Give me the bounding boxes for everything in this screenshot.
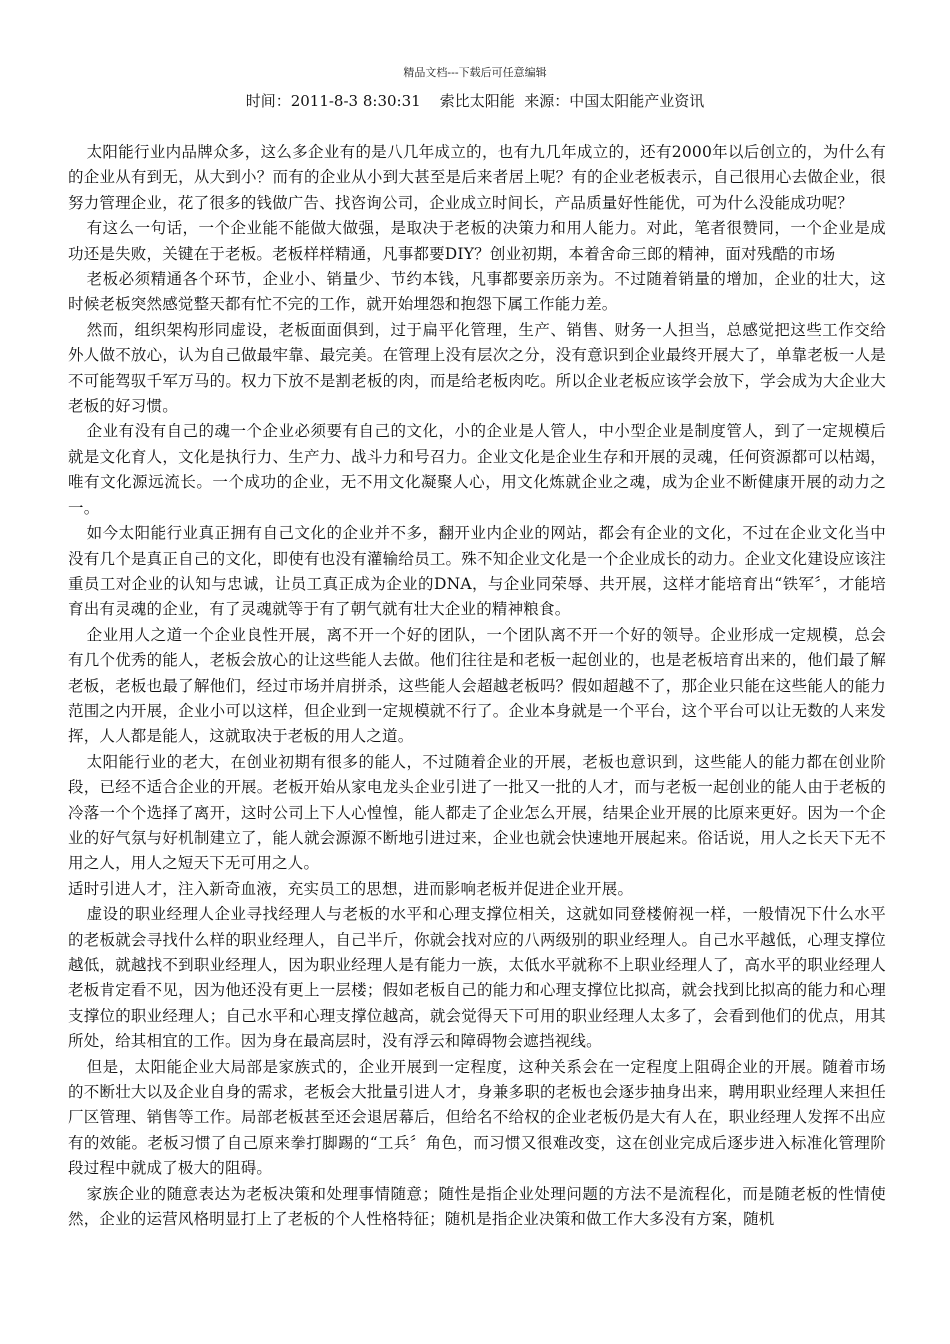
paragraph: 虚设的职业经理人企业寻找经理人与老板的水平和心理支撑位相关，这就如同登楼俯视一样，一般情况下什么水平的老板就会寻找什么样的职业经理人，自己半斤，你就会找对应的八两级别的职业经理人。自己水平越低，心理支撑位越低，就越找不到职业经理人，因为职业经理人是有能力一族，太低水平就称不上职业经理人了，高水平的职业经理人老板肯定看不见，因为他还没有更上一层楼；假如老板自己的能力和心理支撑位比拟高，就会找到比拟高的能力和心理支撑位的职业经理人；自己水平和心理支撑位越高，就会觉得天下可用的职业经理人太多了，会看到他们的优点，用其所处，给其相宜的工作。因为身在最高层时，没有浮云和障碍物会遮挡视线。	[68, 905, 886, 1051]
article-body	[68, 140, 886, 1232]
paragraph: 然而，组织架构形同虚设，老板面面俱到，过于扁平化管理，生产、销售、财务一人担当，总感觉把这些工作交给外人做不放心，认为自己做最牢靠、最完美。在管理上没有层次之分，没有意识到企业最终开展大了，单靠老板一人是不可能驾驭千军万马的。权力下放不是割老板的肉，而是给老板肉吃。所以企业老板应该学会放下，学会成为大企业大老板的好习惯。	[68, 320, 886, 416]
paragraph: 太阳能行业的老大，在创业初期有很多的能人，不过随着企业的开展，老板也意识到，这些能人的能力都在创业阶段，已经不适合企业的开展。老板开始从家电龙头企业引进了一批又一批的人才，而与老板一起创业的能人由于老板的冷落一个个选择了离开，这时公司上下人心惶惶，能人都走了企业怎么开展，结果企业开展的比原来更好。因为一个企业的好气氛与好机制建立了，能人就会源源不断地引进过来，企业也就会快速地开展起来。俗话说，用人之长天下无不用之人，用人之短天下无可用之人。	[68, 752, 886, 873]
paragraph: 企业用人之道一个企业良性开展，离不开一个好的团队，一个团队离不开一个好的领导。企业形成一定规模，总会有几个优秀的能人，老板会放心的让这些能人去做。他们往往是和老板一起创业的，也是老板培育出来的，他们最了解老板，老板也最了解他们，经过市场并肩拼杀，这些能人会超越老板吗？假如超越不了，那企业只能在这些能人的能力范围之内开展，企业小可以这样，但企业到一定规模就不行了。企业本身就是一个平台，这个平台可以让无数的人来发挥，人人都是能人，这就取决于老板的用人之道。	[68, 625, 886, 746]
paragraph: 太阳能行业内品牌众多，这么多企业有的是八几年成立的，也有九几年成立的，还有2000年以后创立的，为什么有的企业从有到无，从大到小？而有的企业从小到大甚至是后来者居上呢？有的企业老板表示，自己很用心去做企业，很努力管理企业，花了很多的钱做广告、找咨询公司，企业成立时间长，产品质量好性能优，可为什么没能成功呢？	[68, 143, 886, 212]
paragraph: 如今太阳能行业真正拥有自己文化的企业并不多，翻开业内企业的网站，都会有企业的文化，不过在企业文化当中没有几个是真正自己的文化，即使有也没有灌输给员工。殊不知企业文化是一个企业成长的动力。企业文化建设应该注重员工对企业的认知与忠诚，让员工真正成为企业的DNA，与企业同荣辱、共开展，这样才能培育出“铁军〞，才能培育出有灵魂的企业，有了灵魂就等于有了朝气就有壮大企业的精神粮食。	[68, 524, 886, 619]
download-watermark: 精品文档---下载后可任意编辑	[403, 66, 547, 79]
paragraph: 家族企业的随意表达为老板决策和处理事情随意；随性是指企业处理问题的方法不是流程化，而是随老板的性情使然，企业的运营风格明显打上了老板的个人性格特征；随机是指企业决策和做工作大多没有方案，随机	[68, 1184, 886, 1229]
paragraph: 但是，太阳能企业大局部是家族式的，企业开展到一定程度，这种关系会在一定程度上阻碍企业的开展。随着市场的不断壮大以及企业自身的需求，老板会大批量引进人才，身兼多职的老板也会逐步抽身出来，聘用职业经理人来担任厂区管理、销售等工作。局部老板甚至还会退居幕后，但给名不给权的企业老板仍是大有人在，职业经理人发挥不出应有的效能。老板习惯了自己原来拳打脚踢的“工兵〞角色，而习惯又很难改变，这在创业完成后逐步进入标准化管理阶段过程中就成了极大的阻碍。	[68, 1057, 886, 1178]
article-meta-line: 时间：2011-8-3 8:30:31 索比太阳能 来源：中国太阳能产业资讯	[245, 92, 705, 110]
paragraph: 老板必须精通各个环节，企业小、销量少、节约本钱，凡事都要亲历亲为。不过随着销量的增加，企业的壮大，这时候老板突然感觉整天都有忙不完的工作，就开始埋怨和抱怨下属工作能力差。	[68, 270, 886, 314]
paragraph: 适时引进人才，注入新奇血液，充实员工的思想，进而影响老板并促进企业开展。	[68, 879, 634, 898]
paragraph: 企业有没有自己的魂一个企业必须要有自己的文化，小的企业是人管人，中小型企业是制度管人，到了一定规模后就是文化育人，文化是执行力、生产力、战斗力和号召力。企业文化是企业生存和开展的灵魂，任何资源都可以枯竭，唯有文化源远流长。一个成功的企业，无不用文化凝聚人心，用文化炼就企业之魂，成为企业不断健康开展的动力之一。	[68, 422, 886, 517]
paragraph: 有这么一句话，一个企业能不能做大做强，是取决于老板的决策力和用人能力。对此，笔者很赞同，一个企业是成功还是失败，关键在于老板。老板样样精通，凡事都要DIY？创业初期，本着舍命三郎的精神，面对残酷的市场	[68, 219, 886, 263]
